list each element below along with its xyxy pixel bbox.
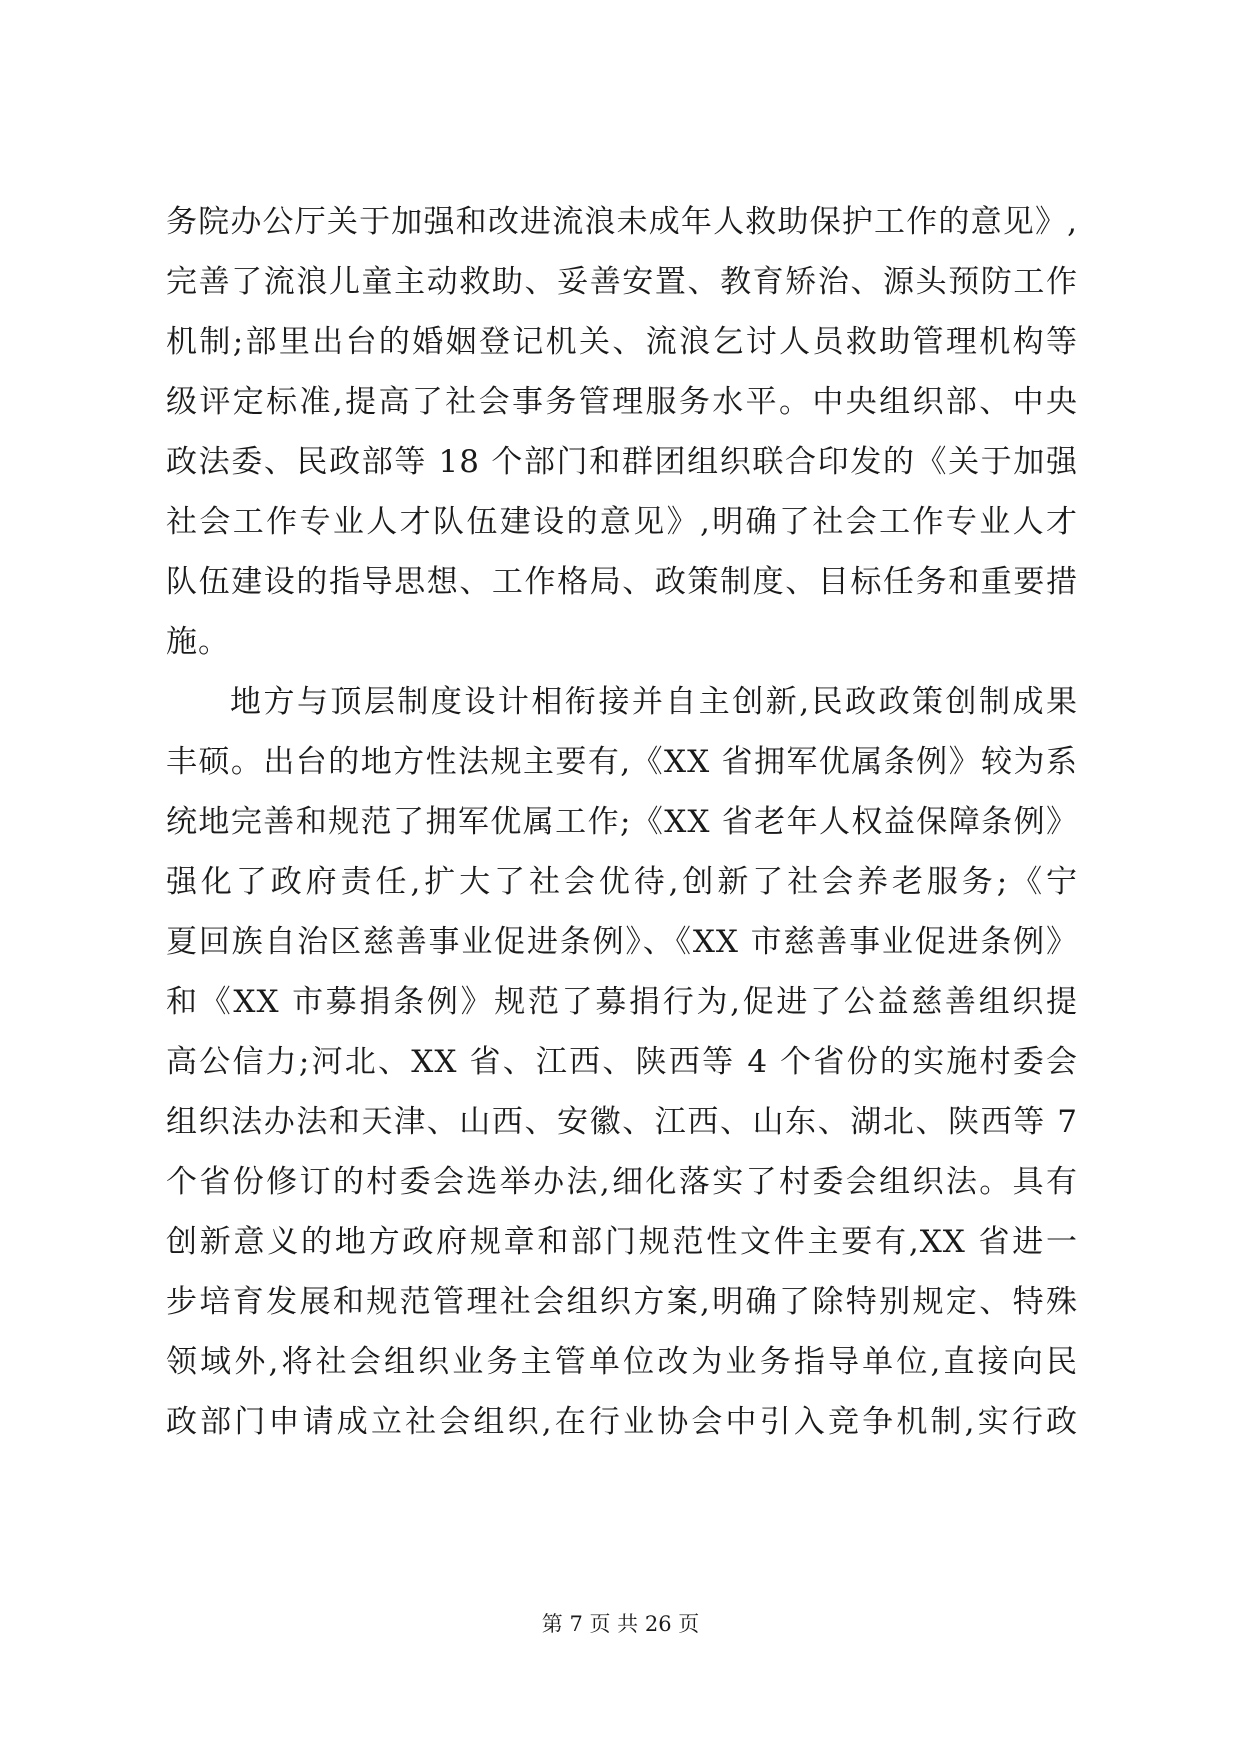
text-line: 务院办公厅关于加强和改进流浪未成年人救助保护工作的意见》, <box>166 204 1078 240</box>
text-line: 社会工作专业人才队伍建设的意见》,明确了社会工作专业人才 <box>166 504 1078 540</box>
paragraph-2 <box>166 672 1078 1452</box>
text-line: 丰硕。出台的地方性法规主要有,《XX 省拥军优属条例》较为系 <box>166 744 1078 780</box>
text-line: 地方与顶层制度设计相衔接并自主创新,民政政策创制成果 <box>230 684 1078 720</box>
text-line: 完善了流浪儿童主动救助、妥善安置、教育矫治、源头预防工作 <box>166 264 1078 300</box>
text-line: 个省份修订的村委会选举办法,细化落实了村委会组织法。具有 <box>166 1164 1078 1200</box>
text-line: 夏回族自治区慈善事业促进条例》、《XX 市慈善事业促进条例》 <box>166 924 1078 960</box>
text-line: 队伍建设的指导思想、工作格局、政策制度、目标任务和重要措 <box>166 564 1078 600</box>
text-line: 施。 <box>166 624 230 660</box>
page-number-footer: 第 7 页 共 26 页 <box>541 1612 700 1636</box>
paragraph-1 <box>166 192 1078 672</box>
text-line: 级评定标准,提高了社会事务管理服务水平。中央组织部、中央 <box>166 384 1078 420</box>
document-body <box>166 192 1078 1452</box>
text-line: 强化了政府责任,扩大了社会优待,创新了社会养老服务;《宁 <box>166 864 1078 900</box>
text-line: 步培育发展和规范管理社会组织方案,明确了除特别规定、特殊 <box>166 1284 1078 1320</box>
text-line: 统地完善和规范了拥军优属工作;《XX 省老年人权益保障条例》 <box>166 804 1078 840</box>
text-line: 政法委、民政部等 18 个部门和群团组织联合印发的《关于加强 <box>166 444 1078 480</box>
text-line: 领域外,将社会组织业务主管单位改为业务指导单位,直接向民 <box>166 1344 1078 1380</box>
text-line: 和《XX 市募捐条例》规范了募捐行为,促进了公益慈善组织提 <box>166 984 1078 1020</box>
text-line: 政部门申请成立社会组织,在行业协会中引入竞争机制,实行政 <box>166 1404 1078 1440</box>
text-line: 创新意义的地方政府规章和部门规范性文件主要有,XX 省进一 <box>166 1224 1078 1260</box>
text-line: 组织法办法和天津、山西、安徽、江西、山东、湖北、陕西等 7 <box>166 1104 1078 1140</box>
text-line: 机制;部里出台的婚姻登记机关、流浪乞讨人员救助管理机构等 <box>166 324 1078 360</box>
text-line: 高公信力;河北、XX 省、江西、陕西等 4 个省份的实施村委会 <box>166 1044 1078 1080</box>
